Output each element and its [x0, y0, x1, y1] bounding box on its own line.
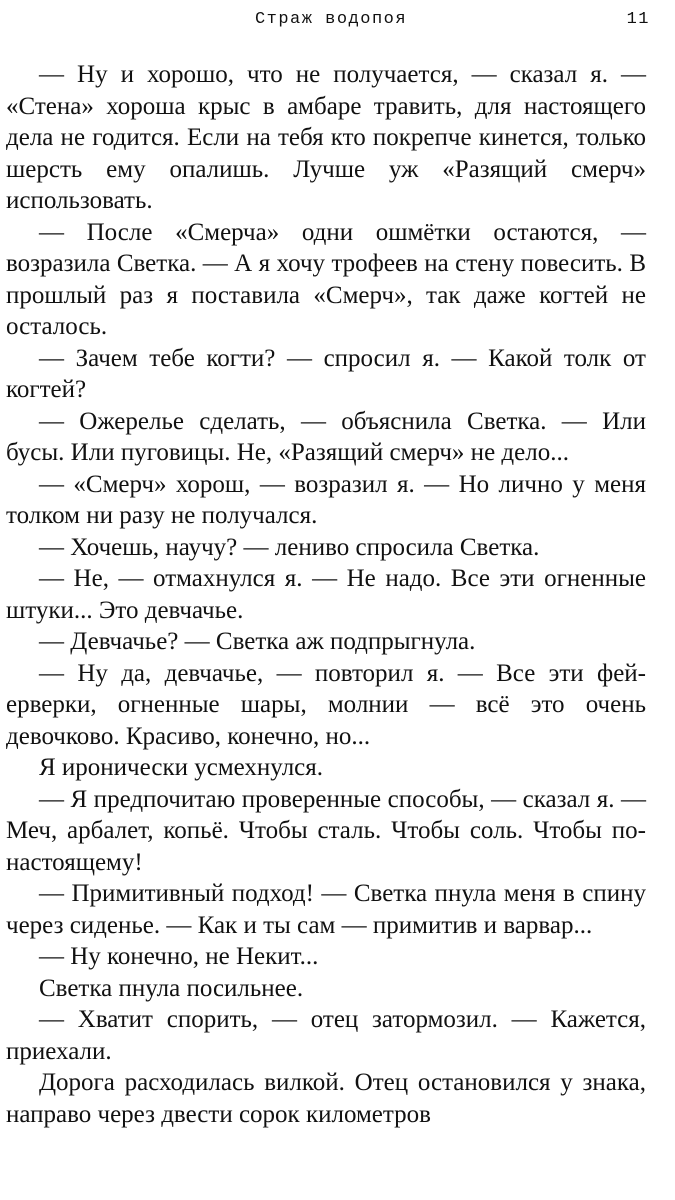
page-number: 11 [626, 10, 650, 29]
paragraph: Я иронически усмехнулся. [39, 754, 324, 781]
paragraph: — Ну конечно, не Некит... [39, 943, 319, 970]
paragraph: — «Смерч» хорош, — возразил я. — Но лично у меня толком ни разу не получался. [6, 470, 646, 529]
paragraph: — Ожерелье сделать, — объяснила Светка. — Или бусы. Или пуговицы. Не, «Разящий смерч» не дело... [6, 407, 646, 466]
paragraph: — Ну да, девчачье, — повторил я. — Все эти фейерверки, огненные шары, молнии — всё это очень девочково. Красиво, конечно, но... [6, 659, 646, 750]
running-title: Страж водопоя [254, 10, 408, 29]
paragraph: Светка пнула посильнее. [39, 974, 304, 1002]
paragraph: — Ну и хорошо, что не получается, — сказал я. — «Стена» хороша крыс в амбаре травить, для настоящего дела не годится. Если на тебя кто покрепче кинется, только шерсть ему опалишь. Лучше уж «Разящий смерч» использовать. [6, 61, 646, 214]
paragraph: — Хочешь, научу? — лениво спросила Светка. [39, 533, 540, 561]
paragraph: — Хватит спорить, — отец затормозил. — Кажется, приехали. [6, 1006, 646, 1065]
paragraph: Дорога расходилась вилкой. Отец остановился у знака, направо через двести сорок километров [6, 1069, 646, 1128]
paragraph: — После «Смерча» одни ошмётки остаются, — возразила Светка. — А я хочу трофеев на стену повесить. В прошлый раз я поставила «Смерч», так даже когтей не осталось. [6, 218, 646, 340]
paragraph: — Девчачье? — Светка аж подпрыгнула. [39, 628, 476, 655]
paragraph: — Не, — отмахнулся я. — Не надо. Все эти огненные штуки... Это девчачье. [6, 565, 646, 624]
paragraph: — Я предпочитаю проверенные способы, — сказал я. — Меч, арбалет, копьё. Чтобы сталь. Чтобы соль. Чтобы по-настоящему! [6, 785, 646, 876]
paragraph: — Зачем тебе когти? — спросил я. — Какой толк от когтей? [6, 344, 646, 403]
paragraph: — Примитивный подход! — Светка пнула меня в спину через сиденье. — Как и ты сам — примитив и варвар... [6, 880, 646, 939]
running-header [6, 0, 650, 36]
body-text [6, 59, 646, 1130]
